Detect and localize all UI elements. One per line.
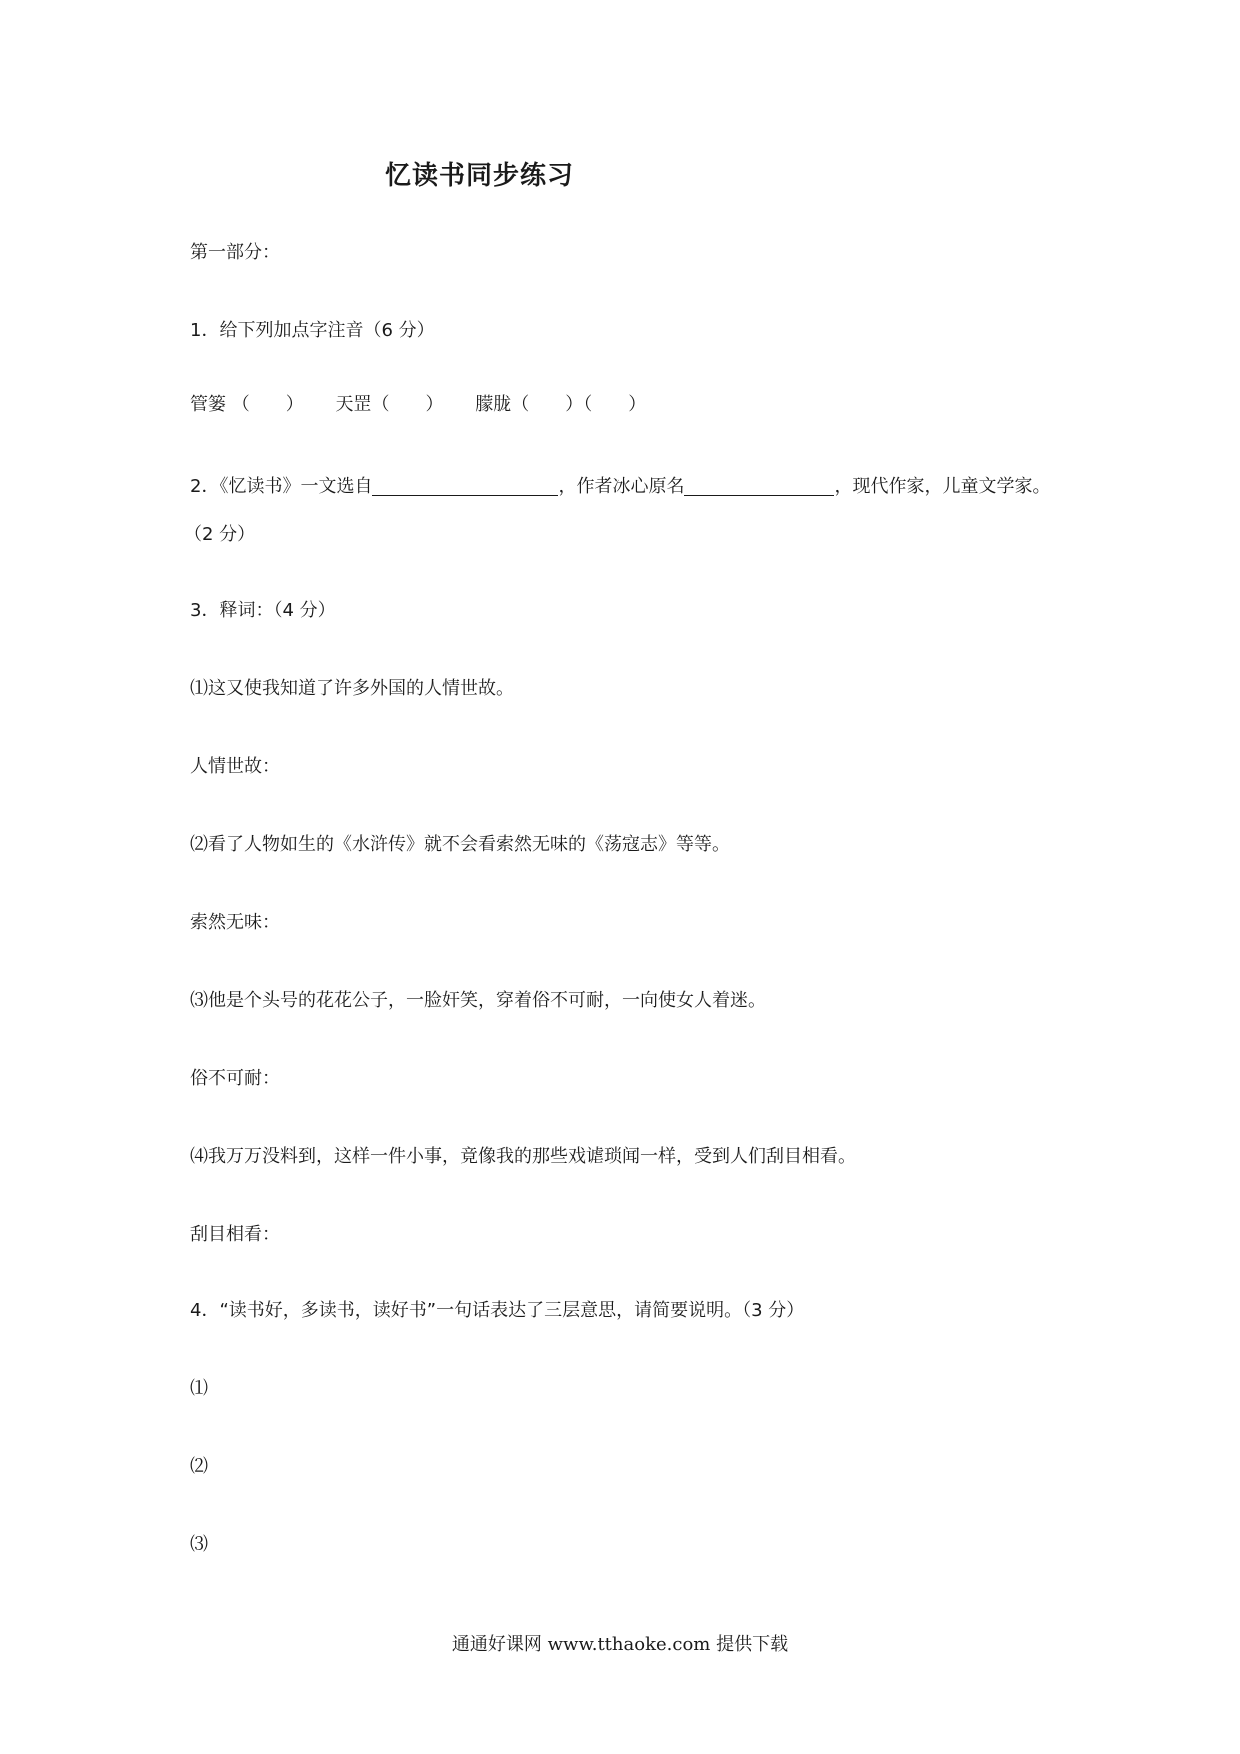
footer-url[interactable]: www.tthaoke.com — [547, 1634, 711, 1655]
q3-sentence-2: ⑵看了人物如生的《水浒传》就不会看索然无味的《荡寇志》等等。 — [190, 834, 730, 855]
q3-sentence-3: ⑶他是个头号的花花公子，一脸奸笑，穿着俗不可耐，一向使女人着迷。 — [190, 990, 766, 1011]
section-heading: 第一部分： — [190, 242, 280, 263]
q2-score: （2 分） — [184, 524, 256, 545]
footer-download-text: 提供下载 — [716, 1634, 789, 1655]
question-1-text: 1．给下列加点字注音（6 分） — [190, 320, 435, 341]
q3-term-4: 刮目相看： — [190, 1224, 280, 1245]
q4-answer-3: ⑶ — [190, 1534, 208, 1555]
q4-answer-2: ⑵ — [190, 1456, 208, 1477]
q4-answer-1: ⑴ — [190, 1378, 208, 1399]
q2-middle: ，作者冰心原名 — [558, 476, 685, 497]
q2-blank-source[interactable] — [372, 475, 558, 496]
q1-word-2: 天罡 — [335, 394, 372, 415]
q1-paren-2: （ ） — [371, 394, 444, 415]
q1-word-1-text: 管篓 — [190, 394, 226, 415]
page-footer — [0, 1632, 1240, 1658]
q3-term-2: 索然无味： — [190, 912, 280, 933]
q1-paren-3: （ ）（ ） — [511, 394, 647, 415]
q3-term-1: 人情世故： — [190, 756, 280, 777]
footer-site-name: 通通好课网 — [451, 1634, 542, 1655]
q3-sentence-4: ⑷我万万没料到，这样一件小事，竟像我的那些戏谑琐闻一样，受到人们刮目相看。 — [190, 1146, 856, 1167]
q3-sentence-1: ⑴这又使我知道了许多外国的人情世故。 — [190, 678, 514, 699]
question-4-heading: 4．“读书好，多读书，读好书”一句话表达了三层意思，请简要说明。（3 分） — [190, 1300, 805, 1321]
page-title: 忆读书同步练习 — [385, 161, 575, 191]
q3-term-3: 俗不可耐： — [190, 1068, 280, 1089]
q2-suffix: ，现代作家，儿童文学家。 — [834, 476, 1051, 497]
q2-blank-name[interactable] — [684, 475, 834, 496]
question-2-text — [190, 474, 1050, 500]
q1-word-1 — [190, 394, 232, 415]
q1-word-3: 朦胧 — [475, 394, 512, 415]
q1-paren-1: （ ） — [231, 394, 304, 415]
question-3-heading: 3．释词：（4 分） — [190, 600, 336, 621]
q2-prefix: 2．《忆读书》一文选自 — [190, 476, 373, 497]
question-1-items — [190, 392, 646, 418]
